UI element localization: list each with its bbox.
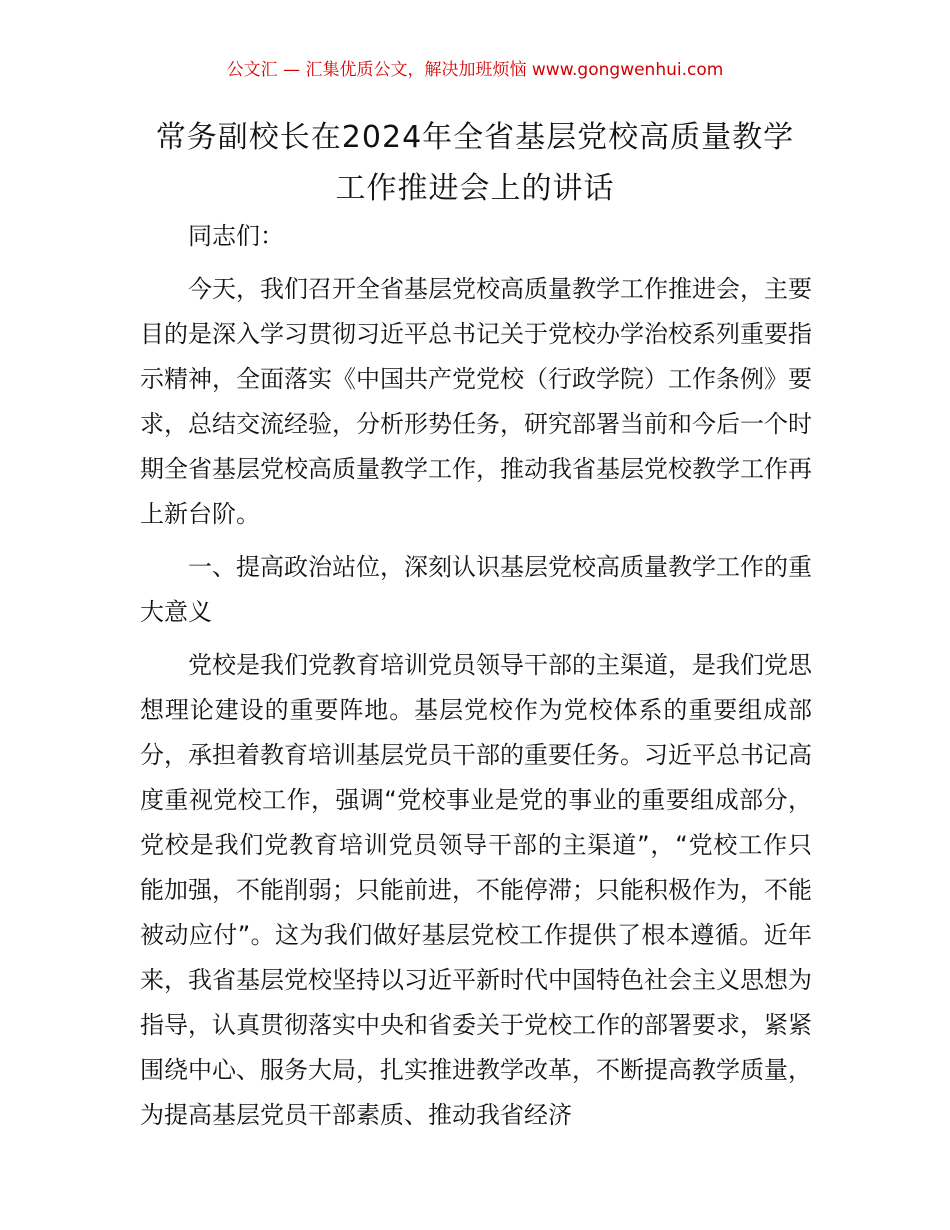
title-line-1: 常务副校长在2024年全省基层党校高质量教学 <box>155 120 795 155</box>
header-banner: 公文汇 — 汇集优质公文，解决加班烦恼 www.gongwenhui.com <box>226 60 724 80</box>
document-title <box>120 112 830 214</box>
section-heading-1: 一、提高政治站位，深刻认识基层党校高质量教学工作的重大意义 <box>140 553 812 626</box>
paragraph-body: 党校是我们党教育培训党员领导干部的主渠道，是我们党思想理论建设的重要阵地。基层党校作为党校体系的重要组成部分，承担着教育培训基层党员干部的重要任务。习近平总书记高度重视党校工作，强调“党校事业是党的事业的重要组成部分，党校是我们党教育培训党员领导干部的主渠道”，“党校工作只能加强，不能削弱；只能前进，不能停滞；只能积极作为，不能被动应付”。这为我们做好基层党校工作提供了根本遵循。近年来，我省基层党校坚持以习近平新时代中国特色社会主义思想为指导，认真贯彻落实中央和省委关于党校工作的部署要求，紧紧围绕中心、服务大局，扎实推进教学改革，不断提高教学质量，为提高基层党员干部素质、推动我省经济 <box>140 651 812 1129</box>
title-line-2: 工作推进会上的讲话 <box>335 171 615 206</box>
greeting: 同志们： <box>188 222 284 250</box>
document-body <box>140 214 812 1146</box>
paragraph-intro: 今天，我们召开全省基层党校高质量教学工作推进会，主要目的是深入学习贯彻习近平总书记关于党校办学治校系列重要指示精神，全面落实《中国共产党党校（行政学院）工作条例》要求，总结交流经验，分析形势任务，研究部署当前和今后一个时期全省基层党校高质量教学工作，推动我省基层党校教学工作再上新台阶。 <box>140 275 812 528</box>
